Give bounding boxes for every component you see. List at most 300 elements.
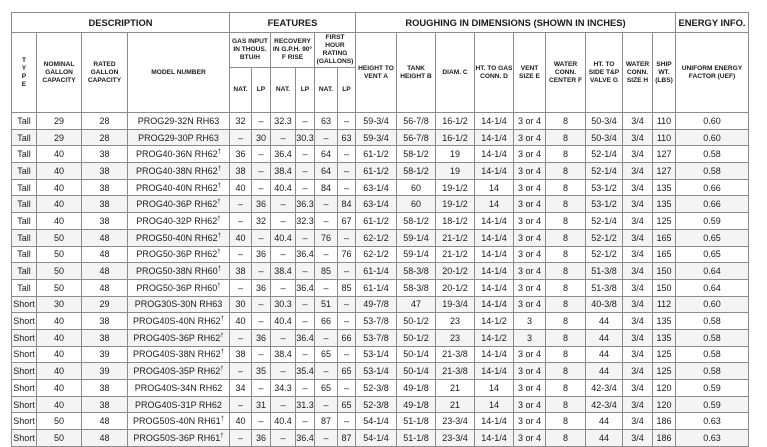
rated-capacity-cell: 38 (82, 313, 128, 330)
recovery-nat-cell: 40.4 (271, 413, 296, 430)
model-number-cell: PROG50-36P RH62† (128, 246, 230, 263)
recovery-lp-header: LP (296, 68, 315, 113)
recovery-nat-cell: 34.3 (271, 380, 296, 397)
tank-height-cell: 58-3/8 (397, 263, 436, 280)
recovery-lp-cell: 36.4 (296, 329, 315, 346)
gas-input-lp-cell: – (252, 163, 271, 180)
type-cell: Short (12, 363, 37, 380)
first-hour-lp-cell: – (338, 146, 356, 163)
model-number-cell: PROG40S-36P RH62† (128, 329, 230, 346)
recovery-lp-cell: – (296, 179, 315, 196)
ht-gas-conn-cell: 14-1/4 (475, 263, 514, 280)
table-row (12, 279, 749, 296)
rated-capacity-cell: 29 (82, 296, 128, 313)
gas-input-header: GAS INPUT IN THOUS. BTU/H (230, 33, 271, 68)
type-cell: Short (12, 329, 37, 346)
vent-size-cell: 3 or 4 (514, 213, 546, 230)
model-number-cell: PROG40-32P RH62† (128, 213, 230, 230)
first-hour-nat-cell: – (315, 430, 338, 447)
gas-input-nat-cell: 36 (230, 146, 252, 163)
ship-weight-cell: 125 (653, 363, 676, 380)
ship-weight-cell: 120 (653, 396, 676, 413)
model-number-cell: PROG40-38N RH62† (128, 163, 230, 180)
vent-size-cell: 3 or 4 (514, 229, 546, 246)
table-row (12, 263, 749, 280)
first-hour-lp-cell: – (338, 313, 356, 330)
tank-height-cell: 59-1/4 (397, 246, 436, 263)
gas-input-nat-cell: 40 (230, 229, 252, 246)
recovery-lp-cell: – (296, 413, 315, 430)
height-to-vent-cell: 59-3/4 (356, 113, 397, 130)
type-cell: Tall (12, 113, 37, 130)
first-hour-header: FIRST HOUR RATING (GALLONS) (315, 33, 356, 68)
ht-gas-conn-cell: 14 (475, 179, 514, 196)
water-conn-center-cell: 8 (546, 196, 586, 213)
dagger-footnote-mark: † (217, 182, 221, 189)
tank-height-cell: 49-1/8 (397, 380, 436, 397)
height-to-vent-cell: 61-1/2 (356, 146, 397, 163)
type-cell: Short (12, 313, 37, 330)
rated-capacity-cell: 48 (82, 246, 128, 263)
nominal-capacity-cell: 40 (37, 396, 82, 413)
type-header: T Y P E (12, 33, 37, 113)
uef-cell: 0.59 (676, 213, 749, 230)
nominal-capacity-cell: 50 (37, 246, 82, 263)
type-cell: Short (12, 296, 37, 313)
first-hour-lp-header: LP (338, 68, 356, 113)
type-cell: Short (12, 346, 37, 363)
model-number-cell: PROG50-38N RH60† (128, 263, 230, 280)
table-row (12, 363, 749, 380)
uef-cell: 0.60 (676, 129, 749, 146)
vent-size-cell: 3 or 4 (514, 396, 546, 413)
tank-height-cell: 58-1/2 (397, 163, 436, 180)
rated-capacity-cell: 28 (82, 113, 128, 130)
water-conn-center-cell: 8 (546, 329, 586, 346)
uef-cell: 0.58 (676, 363, 749, 380)
type-cell: Tall (12, 213, 37, 230)
gas-nat-header: NAT. (230, 68, 252, 113)
water-conn-center-cell: 8 (546, 179, 586, 196)
first-hour-lp-cell: – (338, 413, 356, 430)
water-heater-spec-table (11, 12, 749, 447)
height-to-vent-cell: 61-1/2 (356, 213, 397, 230)
gas-input-nat-cell: – (230, 279, 252, 296)
vent-size-cell: 3 or 4 (514, 196, 546, 213)
ht-tp-valve-cell: 44 (586, 430, 623, 447)
nominal-capacity-cell: 40 (37, 363, 82, 380)
ht-tp-valve-cell: 44 (586, 313, 623, 330)
tank-height-cell: 58-1/2 (397, 146, 436, 163)
water-conn-center-cell: 8 (546, 129, 586, 146)
first-hour-nat-cell: 66 (315, 313, 338, 330)
ship-weight-cell: 110 (653, 113, 676, 130)
nominal-capacity-cell: 30 (37, 296, 82, 313)
height-to-vent-header: HEIGHT TO VENT A (356, 33, 397, 113)
recovery-header: RECOVERY IN G.P.H. 90° F RISE (271, 33, 315, 68)
vent-size-cell: 3 or 4 (514, 380, 546, 397)
gas-input-nat-cell: – (230, 213, 252, 230)
model-number-cell: PROG40S-35P RH62† (128, 363, 230, 380)
uef-header: UNIFORM ENERGY FACTOR (UEF) (676, 33, 749, 113)
first-hour-lp-cell: 65 (338, 396, 356, 413)
gas-input-lp-cell: 36 (252, 329, 271, 346)
nominal-capacity-cell: 50 (37, 413, 82, 430)
first-hour-nat-cell: 87 (315, 413, 338, 430)
ht-gas-conn-cell: 14-1/4 (475, 229, 514, 246)
rated-capacity-cell: 38 (82, 146, 128, 163)
nominal-capacity-cell: 50 (37, 430, 82, 447)
ht-gas-conn-cell: 14-1/4 (475, 296, 514, 313)
first-hour-lp-cell: 65 (338, 363, 356, 380)
first-hour-nat-cell: 76 (315, 229, 338, 246)
table-row (12, 196, 749, 213)
ship-weight-cell: 110 (653, 129, 676, 146)
type-cell: Short (12, 413, 37, 430)
tank-height-cell: 56-7/8 (397, 113, 436, 130)
uef-cell: 0.58 (676, 163, 749, 180)
model-number-cell: PROG40-40N RH62† (128, 179, 230, 196)
rated-capacity-cell: 38 (82, 396, 128, 413)
ht-tp-valve-cell: 53-1/2 (586, 196, 623, 213)
recovery-lp-cell: 36.3 (296, 196, 315, 213)
height-to-vent-cell: 63-1/4 (356, 179, 397, 196)
nominal-capacity-header: NOMINAL GALLON CAPACITY (37, 33, 82, 113)
nominal-capacity-cell: 40 (37, 146, 82, 163)
tank-height-cell: 60 (397, 196, 436, 213)
first-hour-nat-cell: – (315, 129, 338, 146)
water-conn-center-cell: 8 (546, 163, 586, 180)
dagger-footnote-mark: † (220, 416, 224, 423)
vent-size-cell: 3 or 4 (514, 113, 546, 130)
recovery-lp-cell: – (296, 346, 315, 363)
model-number-cell: PROG40S-38N RH62† (128, 346, 230, 363)
ht-gas-conn-cell: 14-1/4 (475, 163, 514, 180)
ht-tp-valve-cell: 53-1/2 (586, 179, 623, 196)
model-number-cell: PROG50S-36P RH61† (128, 430, 230, 447)
uef-cell: 0.60 (676, 296, 749, 313)
water-conn-size-cell: 3/4 (623, 363, 653, 380)
nominal-capacity-cell: 40 (37, 329, 82, 346)
ht-gas-conn-header: HT. TO GAS CONN. D (475, 33, 514, 113)
diameter-cell: 23 (436, 313, 475, 330)
tank-height-cell: 51-1/8 (397, 413, 436, 430)
table-row (12, 313, 749, 330)
ht-tp-valve-cell: 40-3/8 (586, 296, 623, 313)
recovery-nat-cell: 38.4 (271, 263, 296, 280)
recovery-nat-cell: – (271, 129, 296, 146)
water-conn-center-cell: 8 (546, 380, 586, 397)
gas-input-nat-cell: – (230, 196, 252, 213)
gas-input-nat-cell: 30 (230, 296, 252, 313)
tank-height-cell: 50-1/4 (397, 363, 436, 380)
first-hour-lp-cell: 63 (338, 129, 356, 146)
ship-weight-cell: 120 (653, 380, 676, 397)
first-hour-lp-cell: – (338, 229, 356, 246)
gas-input-nat-cell: 40 (230, 179, 252, 196)
ship-weight-cell: 125 (653, 346, 676, 363)
recovery-nat-cell: – (271, 213, 296, 230)
diameter-cell: 20-1/2 (436, 263, 475, 280)
first-hour-lp-cell: – (338, 346, 356, 363)
ht-gas-conn-cell: 14-1/4 (475, 346, 514, 363)
height-to-vent-cell: 53-7/8 (356, 329, 397, 346)
uef-cell: 0.66 (676, 196, 749, 213)
diameter-cell: 21-1/2 (436, 246, 475, 263)
ship-weight-cell: 135 (653, 329, 676, 346)
recovery-nat-cell: 40.4 (271, 179, 296, 196)
dagger-footnote-mark: † (220, 332, 224, 339)
gas-input-lp-cell: 31 (252, 396, 271, 413)
dagger-footnote-mark: † (220, 349, 224, 356)
first-hour-nat-cell: 65 (315, 380, 338, 397)
diameter-header: DIAM. C (436, 33, 475, 113)
uef-cell: 0.64 (676, 279, 749, 296)
first-hour-lp-cell: 76 (338, 246, 356, 263)
nominal-capacity-cell: 50 (37, 263, 82, 280)
recovery-lp-cell: – (296, 163, 315, 180)
diameter-cell: 23-3/4 (436, 430, 475, 447)
table-row (12, 296, 749, 313)
recovery-lp-cell: – (296, 146, 315, 163)
water-conn-center-cell: 8 (546, 313, 586, 330)
recovery-lp-cell: 35.4 (296, 363, 315, 380)
ht-gas-conn-cell: 14-1/4 (475, 146, 514, 163)
height-to-vent-cell: 61-1/4 (356, 263, 397, 280)
model-number-cell: PROG40S-34N RH62 (128, 380, 230, 397)
water-conn-center-cell: 8 (546, 146, 586, 163)
gas-input-nat-cell: 38 (230, 346, 252, 363)
ht-tp-valve-cell: 42-3/4 (586, 396, 623, 413)
ht-tp-valve-cell: 44 (586, 363, 623, 380)
height-to-vent-cell: 61-1/4 (356, 279, 397, 296)
nominal-capacity-cell: 29 (37, 113, 82, 130)
diameter-cell: 21-1/2 (436, 229, 475, 246)
table-row (12, 329, 749, 346)
gas-input-lp-cell: – (252, 346, 271, 363)
water-conn-size-cell: 3/4 (623, 229, 653, 246)
description-header: DESCRIPTION (12, 13, 230, 33)
recovery-nat-cell: – (271, 430, 296, 447)
rated-capacity-cell: 38 (82, 179, 128, 196)
water-conn-size-cell: 3/4 (623, 163, 653, 180)
ht-tp-valve-header: HT. TO SIDE T&P VALVE G (586, 33, 623, 113)
water-conn-center-cell: 8 (546, 413, 586, 430)
recovery-lp-cell: – (296, 263, 315, 280)
water-conn-center-header: WATER CONN. CENTER F (546, 33, 586, 113)
ht-gas-conn-cell: 14-1/2 (475, 329, 514, 346)
gas-input-lp-cell: 35 (252, 363, 271, 380)
water-conn-size-cell: 3/4 (623, 380, 653, 397)
roughing-header: ROUGHING IN DIMENSIONS (SHOWN IN INCHES) (356, 13, 676, 33)
ship-weight-cell: 135 (653, 196, 676, 213)
dagger-footnote-mark: † (217, 232, 221, 239)
height-to-vent-cell: 61-1/2 (356, 163, 397, 180)
water-conn-center-cell: 8 (546, 396, 586, 413)
type-cell: Tall (12, 163, 37, 180)
recovery-lp-cell: – (296, 229, 315, 246)
first-hour-nat-cell: – (315, 279, 338, 296)
height-to-vent-cell: 63-1/4 (356, 196, 397, 213)
ship-weight-cell: 135 (653, 313, 676, 330)
recovery-nat-cell: – (271, 246, 296, 263)
nominal-capacity-cell: 40 (37, 179, 82, 196)
vent-size-cell: 3 or 4 (514, 413, 546, 430)
vent-size-cell: 3 or 4 (514, 346, 546, 363)
recovery-nat-cell: 36.4 (271, 146, 296, 163)
first-hour-lp-cell: – (338, 163, 356, 180)
rated-capacity-cell: 38 (82, 196, 128, 213)
recovery-nat-cell: – (271, 363, 296, 380)
tank-height-cell: 50-1/2 (397, 329, 436, 346)
water-conn-size-header: WATER CONN. SIZE H (623, 33, 653, 113)
dagger-footnote-mark: † (217, 165, 221, 172)
uef-cell: 0.58 (676, 346, 749, 363)
type-cell: Tall (12, 279, 37, 296)
recovery-lp-cell: 32.3 (296, 213, 315, 230)
table-row (12, 213, 749, 230)
gas-input-nat-cell: 32 (230, 113, 252, 130)
uef-cell: 0.64 (676, 263, 749, 280)
first-hour-nat-cell: – (315, 363, 338, 380)
gas-input-lp-cell: – (252, 413, 271, 430)
diameter-cell: 23 (436, 329, 475, 346)
height-to-vent-cell: 52-3/8 (356, 380, 397, 397)
height-to-vent-cell: 62-1/2 (356, 246, 397, 263)
recovery-lp-cell: – (296, 313, 315, 330)
height-to-vent-cell: 54-1/4 (356, 430, 397, 447)
nominal-capacity-cell: 29 (37, 129, 82, 146)
first-hour-nat-header: NAT. (315, 68, 338, 113)
first-hour-nat-cell: – (315, 246, 338, 263)
uef-cell: 0.58 (676, 313, 749, 330)
ship-weight-header: SHIP WT. (LBS) (653, 33, 676, 113)
recovery-nat-header: NAT. (271, 68, 296, 113)
nominal-capacity-cell: 40 (37, 196, 82, 213)
ship-weight-cell: 165 (653, 246, 676, 263)
gas-input-lp-cell: 36 (252, 246, 271, 263)
type-cell: Short (12, 430, 37, 447)
uef-cell: 0.58 (676, 146, 749, 163)
diameter-cell: 21 (436, 380, 475, 397)
ht-gas-conn-cell: 14 (475, 380, 514, 397)
rated-capacity-cell: 39 (82, 363, 128, 380)
vent-size-cell: 3 or 4 (514, 296, 546, 313)
gas-input-lp-cell: – (252, 113, 271, 130)
recovery-lp-cell: – (296, 380, 315, 397)
first-hour-nat-cell: – (315, 196, 338, 213)
water-conn-size-cell: 3/4 (623, 113, 653, 130)
gas-input-nat-cell: – (230, 430, 252, 447)
type-cell: Tall (12, 129, 37, 146)
ht-tp-valve-cell: 50-3/4 (586, 129, 623, 146)
rated-capacity-cell: 38 (82, 329, 128, 346)
recovery-nat-cell: 30.3 (271, 296, 296, 313)
height-to-vent-cell: 53-7/8 (356, 313, 397, 330)
table-row (12, 413, 749, 430)
model-number-cell: PROG50-40N RH62† (128, 229, 230, 246)
water-conn-size-cell: 3/4 (623, 346, 653, 363)
rated-capacity-cell: 48 (82, 229, 128, 246)
diameter-cell: 16-1/2 (436, 113, 475, 130)
rated-capacity-cell: 28 (82, 129, 128, 146)
tank-height-cell: 49-1/8 (397, 396, 436, 413)
uef-cell: 0.63 (676, 430, 749, 447)
uef-cell: 0.63 (676, 413, 749, 430)
spec-table-body (12, 113, 749, 447)
height-to-vent-cell: 62-1/2 (356, 229, 397, 246)
diameter-cell: 20-1/2 (436, 279, 475, 296)
ht-tp-valve-cell: 44 (586, 346, 623, 363)
water-conn-center-cell: 8 (546, 430, 586, 447)
diameter-cell: 19 (436, 163, 475, 180)
first-hour-nat-cell: – (315, 396, 338, 413)
water-conn-center-cell: 8 (546, 263, 586, 280)
dagger-footnote-mark: † (220, 432, 224, 439)
recovery-nat-cell: 38.4 (271, 163, 296, 180)
recovery-nat-cell: 38.4 (271, 346, 296, 363)
dagger-footnote-mark: † (217, 199, 221, 206)
nominal-capacity-cell: 50 (37, 229, 82, 246)
dagger-footnote-mark: † (217, 266, 221, 273)
nominal-capacity-cell: 40 (37, 213, 82, 230)
water-conn-size-cell: 3/4 (623, 179, 653, 196)
height-to-vent-cell: 49-7/8 (356, 296, 397, 313)
tank-height-cell: 58-1/2 (397, 213, 436, 230)
recovery-lp-cell: – (296, 296, 315, 313)
first-hour-lp-cell: 67 (338, 213, 356, 230)
gas-input-lp-cell: – (252, 380, 271, 397)
first-hour-nat-cell: 85 (315, 263, 338, 280)
table-row (12, 396, 749, 413)
dagger-footnote-mark: † (220, 366, 224, 373)
diameter-cell: 18-1/2 (436, 213, 475, 230)
gas-input-lp-cell: 36 (252, 196, 271, 213)
rated-capacity-cell: 48 (82, 430, 128, 447)
gas-input-lp-cell: 30 (252, 129, 271, 146)
nominal-capacity-cell: 50 (37, 279, 82, 296)
ht-gas-conn-cell: 14-1/4 (475, 430, 514, 447)
gas-input-nat-cell: 38 (230, 163, 252, 180)
height-to-vent-cell: 52-3/8 (356, 396, 397, 413)
recovery-lp-cell: 36.4 (296, 430, 315, 447)
tank-height-header: TANK HEIGHT B (397, 33, 436, 113)
vent-size-cell: 3 or 4 (514, 279, 546, 296)
first-hour-lp-cell: 85 (338, 279, 356, 296)
vent-size-cell: 3 or 4 (514, 129, 546, 146)
ht-tp-valve-cell: 52-1/2 (586, 246, 623, 263)
recovery-nat-cell: – (271, 329, 296, 346)
gas-input-lp-cell: – (252, 313, 271, 330)
ship-weight-cell: 135 (653, 179, 676, 196)
uef-cell: 0.66 (676, 179, 749, 196)
gas-input-lp-cell: 32 (252, 213, 271, 230)
gas-input-lp-cell: – (252, 179, 271, 196)
recovery-nat-cell: 32.3 (271, 113, 296, 130)
diameter-cell: 19 (436, 146, 475, 163)
diameter-cell: 16-1/2 (436, 129, 475, 146)
water-conn-center-cell: 8 (546, 279, 586, 296)
water-conn-center-cell: 8 (546, 113, 586, 130)
nominal-capacity-cell: 40 (37, 313, 82, 330)
water-conn-size-cell: 3/4 (623, 313, 653, 330)
tank-height-cell: 51-1/8 (397, 430, 436, 447)
ht-tp-valve-cell: 52-1/4 (586, 213, 623, 230)
model-number-cell: PROG50-36P RH60† (128, 279, 230, 296)
ht-tp-valve-cell: 44 (586, 329, 623, 346)
first-hour-lp-cell: – (338, 113, 356, 130)
ht-gas-conn-cell: 14-1/4 (475, 213, 514, 230)
